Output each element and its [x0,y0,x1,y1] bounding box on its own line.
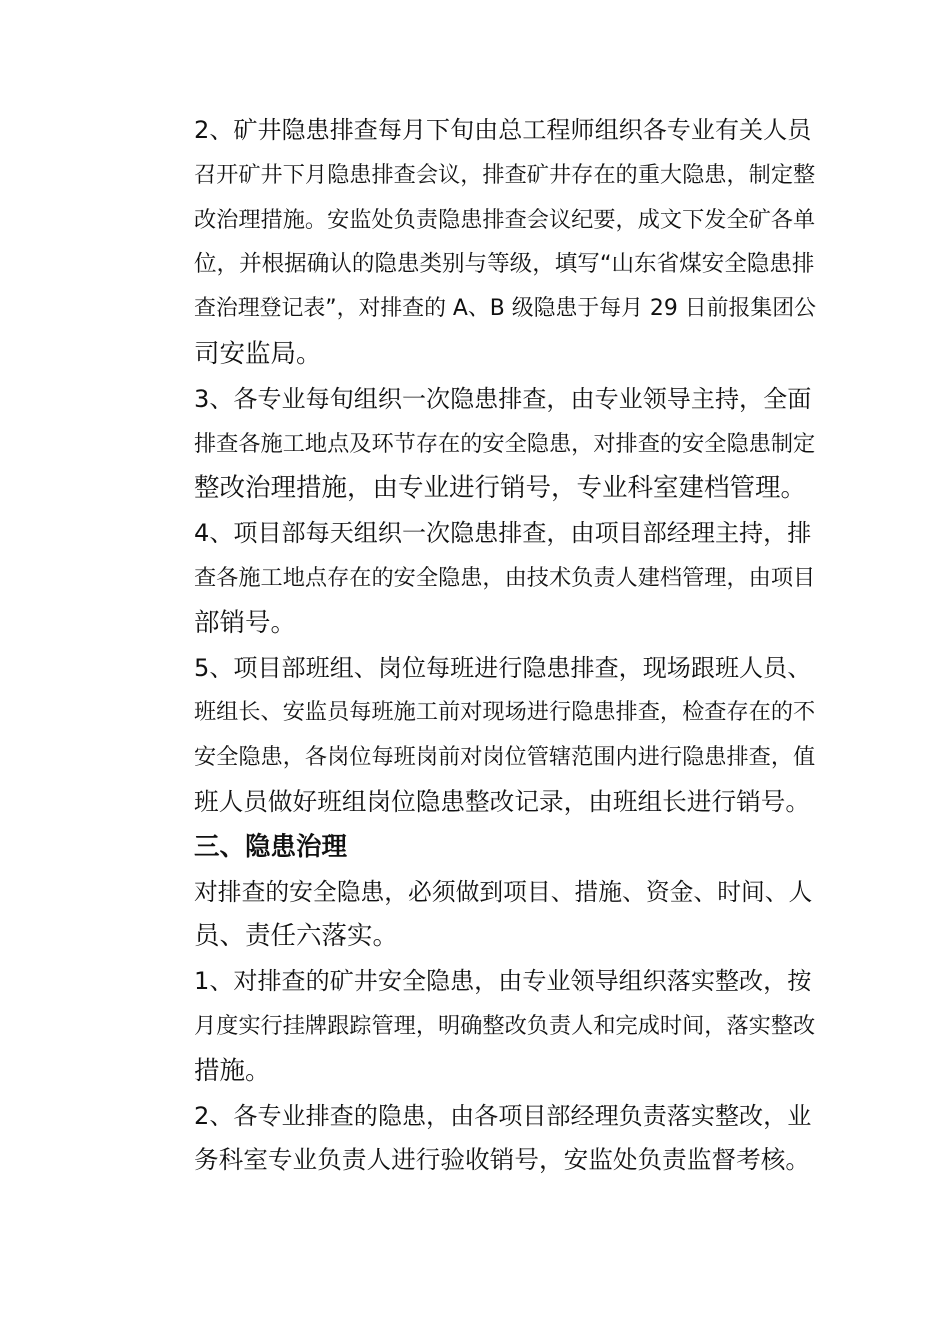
text-line: 2、各专业排查的隐患，由各项目部经理负责落实整改，业 [194,1101,812,1130]
text-line: 员、责任六落实。 [194,921,399,952]
text-line: 安全隐患，各岗位每班岗前对岗位管辖范围内进行隐患排查，值 [194,744,816,771]
paragraph-mine-monthly-check [143,108,816,377]
text-line: 班人员做好班组岗位隐患整改记录，由班组长进行销号。 [194,786,811,816]
text-line: 部销号。 [194,607,297,638]
text-line: 司安监局。 [194,338,322,369]
text-line: 2、矿井隐患排查每月下旬由总工程师组织各专业有关人员 [194,116,812,144]
document-body [143,108,816,1183]
text-line: 措施。 [194,1055,271,1086]
paragraph-project-daily-check [143,511,816,645]
section-heading-text: 三、隐患治理 [194,831,348,862]
paragraph-specialty-check [143,377,816,511]
section-heading [143,825,809,870]
text-line: 月度实行挂牌跟踪管理，明确整改负责人和完成时间，落实整改 [194,1012,816,1039]
text-line: 整改治理措施，由专业进行销号，专业科室建档管理。 [194,473,807,504]
paragraph-shift-check [143,646,816,825]
paragraph-governance-mine [143,959,816,1093]
text-line: 召开矿井下月隐患排查会议，排查矿井存在的重大隐患，制定整 [194,161,816,188]
text-line: 位，并根据确认的隐患类别与等级，填写“山东省煤安全隐患排 [194,251,815,278]
paragraph-governance-specialty [143,1094,812,1184]
text-line: 务科室专业负责人进行验收销号，安监处负责监督考核。 [194,1145,811,1175]
text-line: 对排查的安全隐患，必须做到项目、措施、资金、时间、人 [194,877,813,906]
text-line: 3、各专业每旬组织一次隐患排查，由专业领导主持，全面 [194,384,812,413]
text-line: 改治理措施。安监处负责隐患排查会议纪要，成文下发全矿各单 [194,206,816,233]
paragraph-governance-intro [143,870,813,960]
text-line: 4、项目部每天组织一次隐患排查，由项目部经理主持，排 [194,519,812,548]
text-line: 5、项目部班组、岗位每班进行隐患排查，现场跟班人员、 [194,653,812,682]
text-line: 查各施工地点存在的安全隐患，由技术负责人建档管理，由项目 [194,564,816,591]
text-line: 班组长、安监员每班施工前对现场进行隐患排查，检查存在的不 [194,699,816,726]
text-line: 查治理登记表”，对排查的 A、B 级隐患于每月 29 日前报集团公 [194,296,816,322]
text-line: 1、对排查的矿井安全隐患，由专业领导组织落实整改，按 [194,967,812,996]
text-line: 排查各施工地点及环节存在的安全隐患，对排查的安全隐患制定 [194,430,816,457]
